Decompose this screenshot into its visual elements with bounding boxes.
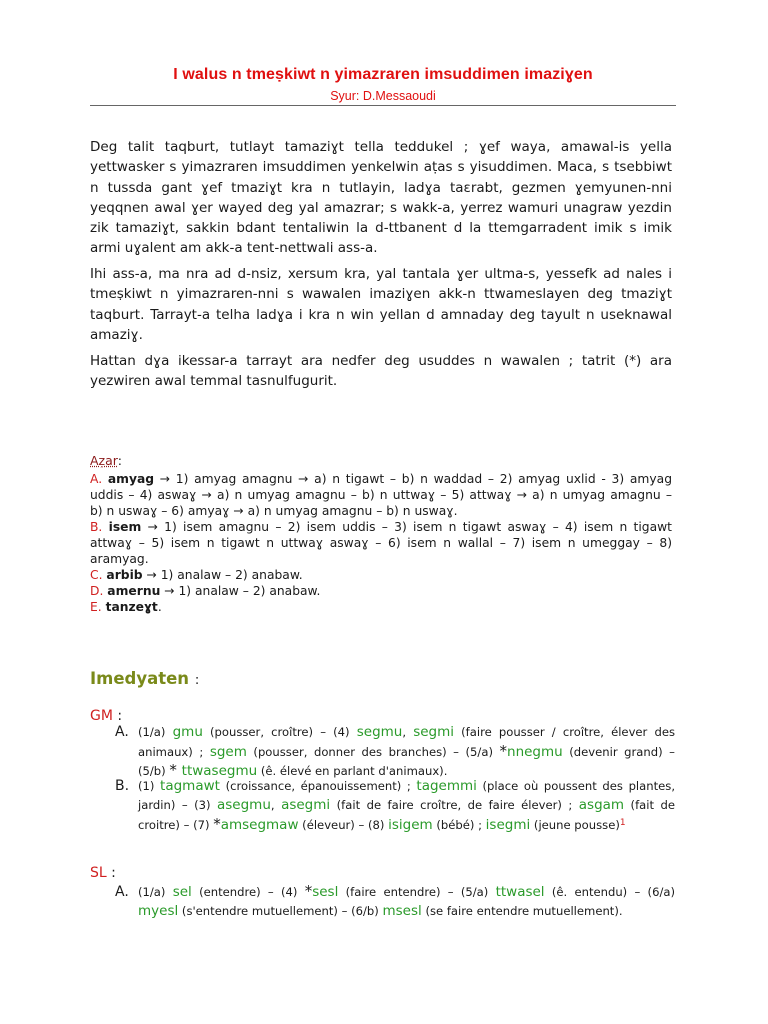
- legend-term: amernu: [107, 584, 161, 598]
- intro-paragraph-3: [90, 351, 672, 392]
- example-line: myesl (s'entendre mutuellement) – (6/b) msesl (se faire entendre mutuellement).: [138, 902, 623, 919]
- berber-word: sgem: [209, 743, 247, 760]
- example-line: animaux) ; sgem (pousser, donner des branches) – (5/a) *nnegmu (devenir grand) –: [138, 741, 675, 760]
- paragraph-line: tmeṣkiwt n yimazraren-nni s wawalen imaziɣen akk-n ttwameslayen deg tmaziɣt: [90, 286, 672, 303]
- author-line: Syur: D.Messaoudi: [330, 89, 436, 103]
- legend-term: tanzeɣt: [105, 600, 158, 614]
- legend-letter: E.: [90, 600, 106, 614]
- berber-word: isegmi: [485, 817, 531, 833]
- legend-line: aramyag.: [90, 552, 149, 566]
- arrow-icon: →: [141, 520, 158, 534]
- paragraph-line: Ihi ass-a, ma nra ad d-nsiz, xersum kra, yal tantala ɣer ultma-s, yessefk ad nales i: [90, 266, 672, 282]
- root-heading-sl: SL :: [90, 865, 116, 881]
- asterisk-mark: *: [169, 761, 182, 779]
- page-title: I walus n tmeṣkiwt n yimazraren imsuddimen imaziɣen: [173, 66, 593, 83]
- legend-term: arbib: [106, 568, 143, 582]
- root-gm-item-b: [115, 777, 675, 835]
- paragraph-line: amaziɣ.: [90, 326, 143, 343]
- legend-line: attwaɣ – 5) isem n tigawt n uttwaɣ aswaɣ – 6) isem n wallal – 7) isem n umeggay – 8): [90, 536, 672, 550]
- legend-line: A. amyag → 1) amyag amagnu → a) n tigawt – b) n waddad – 2) amyag uxlid - 3) amyag: [90, 472, 672, 486]
- legend-term: amyag: [107, 472, 155, 486]
- berber-word: nnegmu: [507, 743, 563, 760]
- paragraph-line: Hattan dɣa ikessar-a tarrayt ara nedfer deg usuddes n wawalen ; tatrit (*) ara: [90, 353, 672, 369]
- berber-word: asegmi: [281, 796, 331, 813]
- root-sl-item-a: [115, 882, 675, 920]
- example-line: croitre) – (7) *amsegmaw (éleveur) – (8) isigem (bébé) ; isegmi (jeune pousse)$^1$: [138, 815, 626, 833]
- paragraph-line: zik tamaziɣt, sakkin bdant tentaliwin la d-ttbanent d la ttemgarradent imik s imik: [90, 220, 672, 237]
- berber-word: asegmu: [217, 796, 271, 813]
- arrow-icon: →: [142, 568, 157, 582]
- paragraph-line: n tussda gant ɣef tmaziɣt kra n tutlayin, ladɣa taɛrabt, gezmen ɣemyunen-nni: [90, 179, 672, 196]
- legend-line: b) n uswaɣ – 6) amyaɣ → a) n umyag amagnu – b) n uswaɣ.: [90, 504, 458, 518]
- intro-paragraph-1: [90, 137, 672, 259]
- berber-word: isigem: [388, 817, 433, 833]
- example-line: A. (1/a) gmu (pousser, croître) – (4) segmu, segmi (faire pousser / croître, élever des: [115, 724, 676, 740]
- legend-line: uddis – 4) aswaɣ → a) n umyag amagnu – b) n uttwaɣ – 5) attwaɣ → a) n umyag amagnu –: [90, 488, 672, 502]
- legend-letter: B.: [90, 520, 109, 534]
- paragraph-line: yeqqnen awal ɣer wayed deg yal amazrar; s wakk-a, yerrez wamuri unagraw yezdin: [90, 199, 672, 216]
- paragraph-line: yettwasker s yimazraren imsuddimen yenkelwin aṭas s yisuddimen. Maca, s tsebbiwt: [90, 159, 672, 176]
- berber-word: tagmawt: [160, 778, 220, 794]
- arrow-icon: →: [154, 472, 171, 486]
- arrow-icon: →: [160, 584, 175, 598]
- azar-heading: Aẓar:: [90, 453, 122, 468]
- legend-line: D. amernu → 1) analaw – 2) anabaw.: [90, 584, 321, 598]
- paragraph-line: Deg talit taqburt, tutlayt tamaziɣt tella teddukel ; ɣef waya, amawal-is yella: [90, 139, 672, 155]
- legend-line: C. arbib → 1) analaw – 2) anabaw.: [90, 568, 303, 582]
- berber-word: segmi: [413, 724, 455, 740]
- title-divider: [90, 105, 676, 106]
- item-label: B.: [115, 778, 130, 794]
- legend-letter: D.: [90, 584, 108, 598]
- asterisk-mark: *: [213, 815, 221, 833]
- berber-word: ttwasel: [495, 884, 545, 900]
- paragraph-line: taqburt. Tarrayt-a telha ladɣa i kra n win yellan d amnaday deg tayult n useknawal: [90, 306, 672, 323]
- footnote-ref: 1: [619, 818, 626, 828]
- asterisk-mark: *: [499, 741, 508, 760]
- berber-word: amsegmaw: [220, 817, 299, 833]
- legend-line: B. isem → 1) isem amagnu – 2) isem uddis – 3) isem n tigawt aswaɣ – 4) isem n tigawt: [90, 520, 672, 534]
- item-label: A.: [115, 884, 129, 900]
- berber-word: ttwasegmu: [181, 763, 258, 779]
- imedyaten-heading: Imedyaten :: [90, 669, 200, 688]
- berber-word: tagemmi: [416, 778, 477, 794]
- example-line: B. (1) tagmawt (croissance, épanouissement) ; tagemmi (place où poussent des plantes,: [115, 778, 676, 794]
- asterisk-mark: *: [304, 882, 313, 900]
- paragraph-line: armi uɣalent am akk-a tent-nettwali ass-a.: [90, 240, 378, 257]
- berber-word: asgam: [578, 796, 625, 813]
- berber-word: sel: [172, 884, 192, 900]
- root-gm-item-a: [115, 723, 675, 781]
- legend-line: E. tanzeɣt.: [90, 600, 162, 614]
- example-line: jardin) – (3) asegmu, asegmi (fait de faire croître, de faire élever) ; asgam (fait de: [138, 796, 675, 813]
- legend-letter: A.: [90, 472, 108, 486]
- berber-word: sesl: [312, 884, 339, 900]
- berber-word: segmu: [356, 724, 403, 740]
- root-heading-gm: GM :: [90, 708, 123, 724]
- berber-word: gmu: [172, 724, 203, 740]
- example-line: A. (1/a) sel (entendre) – (4) *sesl (faire entendre) – (5/a) ttwasel (ê. entendu) – (6/a): [115, 882, 675, 900]
- legend-term: isem: [108, 520, 142, 534]
- berber-word: msesl: [382, 902, 422, 919]
- azar-legend: [90, 471, 672, 615]
- berber-word: myesl: [138, 902, 179, 919]
- intro-paragraph-2: [90, 264, 672, 345]
- example-line: (5/b) * ttwasegmu (ê. élevé en parlant d'animaux).: [138, 761, 448, 779]
- item-label: A.: [115, 724, 129, 740]
- paragraph-line: yezwiren awal temmal tasnulfugurit.: [90, 373, 338, 390]
- legend-letter: C.: [90, 568, 107, 582]
